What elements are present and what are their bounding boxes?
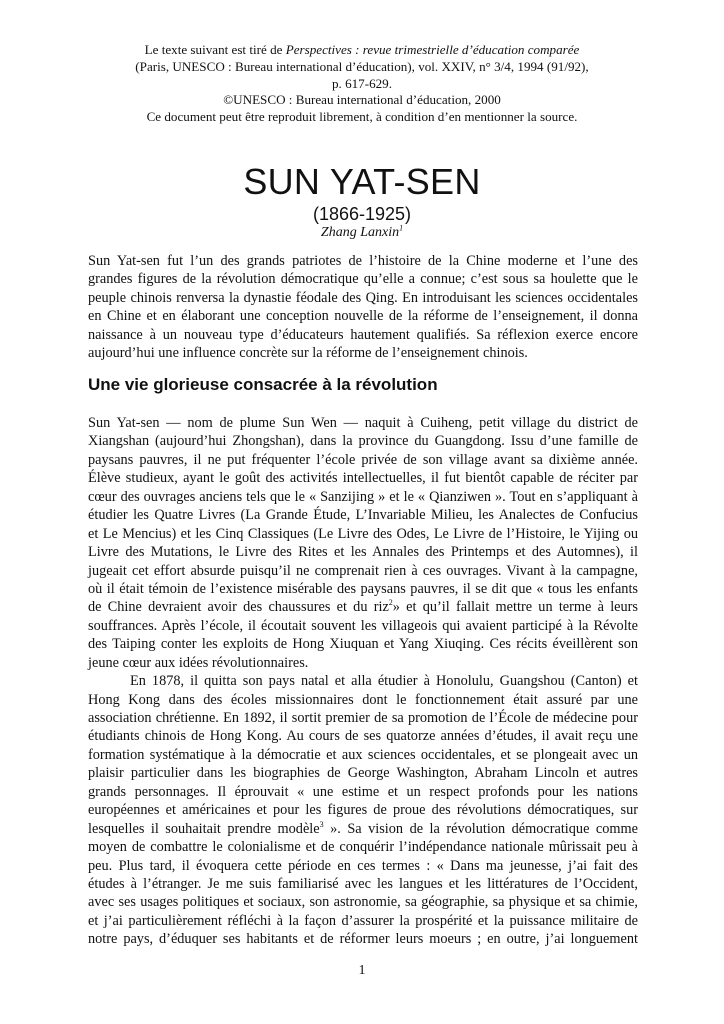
paragraph-line: en Chine et en élaborant une conception nouvelle de la réforme de l’enseignement, il donna <box>88 308 638 325</box>
paragraph-line: Sun Yat-sen — nom de plume Sun Wen — naquit à Cuiheng, petit village du district de <box>88 415 638 431</box>
paragraph-line: Xiangshan (aujourd’hui Zhongshan), dans la province du Guangdong. Issu d’une famille de <box>88 433 638 450</box>
intro-paragraph <box>88 252 638 363</box>
paragraph-line: études à l’étranger. Je me suis familiarisé avec les langues et les littératures de l’Occident, <box>88 875 638 892</box>
paragraph-line: avec ses usages politiques et sociaux, son astronomie, sa géographie, sa physique et sa chimie, <box>88 894 638 911</box>
paragraph-line: peuple chinois renversa la dynastie féodale des Qing. En introduisant les sciences occidentales <box>88 289 638 306</box>
header-line-4: ©UNESCO : Bureau international d’éducation, 2000 <box>223 92 501 108</box>
author-name: Zhang Lanxin <box>320 225 400 240</box>
footnote-ref-2[interactable]: 2 <box>388 598 393 608</box>
paragraph-line: notre pays, d’éduquer ses habitants et de réformer leurs moeurs ; en outre, j’ai longuement <box>88 931 638 948</box>
paragraph-line: étudiants chinois de Hong Kong. Au cours de ses quatorze années d’études, il avait reçu une <box>88 728 638 745</box>
paragraph-line: souffrances. Après l’école, il écoutait souvent les villageois qui avaient participé à la Révolte <box>88 617 638 634</box>
paragraph-line: paysans pauvres, il ne put fréquenter l’école privée de son village avant sa dixième année. <box>88 451 638 468</box>
paragraph-line: et j’ai particulièrement réfléchi à la façon d’assurer la prospérité et la puissance militaire de <box>88 912 638 929</box>
paragraph-line: des Taiping conter les exploits de Hong Xiuquan et Yang Xiuqing. Ces récits éveillèrent son <box>88 636 638 653</box>
header-line-5: Ce document peut être reproduit librement, à condition d’en mentionner la source. <box>146 109 578 125</box>
paragraph-line: association chrétienne. En 1892, il sortit premier de sa promotion de l’École de médecine pour <box>88 710 638 726</box>
life-dates: (1866-1925) <box>312 204 412 224</box>
paragraph-line: formation systématique à la démocratie et aux sciences occidentales, et se plongeait avec un <box>88 746 638 763</box>
header-line-2: (Paris, UNESCO : Bureau international d’éducation), vol. XXIV, n° 3/4, 1994 (91/92), <box>135 58 589 74</box>
paragraph-line: plaisir particulier dans les biographies de George Washington, Abraham Lincoln et autres <box>88 765 638 782</box>
section-heading: Une vie glorieuse consacrée à la révolution <box>88 375 438 394</box>
paragraph-line: Sun Yat-sen fut l’un des grands patriotes de l’histoire de la Chine moderne et l’une des <box>88 253 638 269</box>
header-line-1 <box>90 42 634 59</box>
line-text-b: » et qu’il fallait mettre un terme à leurs <box>392 599 638 616</box>
paragraph-line: grandes figures de la révolution démocratique qu’elle a connue; c’est sous sa houlette que le <box>88 271 638 288</box>
footnote-ref-3[interactable]: 3 <box>319 819 324 829</box>
paragraph-line: moyen de combattre le colonialisme et de conquérir l’indépendance nationale mûrissait peu à <box>88 839 638 856</box>
header-prefix: Le texte suivant est tiré de <box>144 42 286 57</box>
paragraph-line: Élève studieux, ayant le goût des activités intellectuelles, il fut bientôt capable de réciter par <box>88 470 638 487</box>
paragraph-line: grands personnages. Il éprouvait « une estime et un respect profonds pour les nations <box>88 783 638 800</box>
line-text-b: ». Sa vision de la révolution démocratique comme <box>323 820 638 837</box>
paragraph-line: Hong Kong dans des écoles missionnaires dont le fonctionnement était assuré par une <box>88 691 638 708</box>
paragraph-line: cœur des ouvrages anciens tels que le « Sanzijing » et le « Qianziwen ». Tout en s’appliquant à <box>88 488 638 505</box>
paragraph-line: et Le Mencius) et les Cinq Classiques (Le Livre des Odes, Le Livre de l’Histoire, le Yijing ou <box>88 525 638 542</box>
paragraph-line: européennes et américaines et pour les figures de proue des révolutions démocratiques, sur <box>88 802 638 819</box>
source-header <box>90 42 634 126</box>
paragraph-line: étudier les Quatre Livres (La Grande Étude, L’Invariable Milieu, les Analectes de Confucius <box>88 507 638 524</box>
footnote-ref-1[interactable]: 1 <box>399 223 404 233</box>
journal-title: Perspectives : revue trimestrielle d’éducation comparée <box>285 42 580 57</box>
header-line-3: p. 617-629. <box>331 75 392 91</box>
paragraph-line: jugeait cet effort absurde puisqu’il ne comprenait rien à ces ouvrages. Vivant à la campagne, <box>88 562 638 579</box>
paragraph-line: aujourd’hui une influence concrète sur la réforme de l’enseignement chinois. <box>88 345 528 362</box>
page-number: 1 <box>358 963 366 978</box>
line-text-a: lesquelles il souhaitait prendre modèle <box>88 820 320 837</box>
page-title: SUN YAT-SEN <box>243 161 481 202</box>
paragraph-line-with-note <box>88 820 638 838</box>
section-body <box>88 414 638 949</box>
paragraph-line: peu. Plus tard, il évoquera cette période en ces termes : « Dans ma jeunesse, j’ai fait des <box>88 857 638 874</box>
line-text-a: de Chine devraient avoir des chaussures et du riz <box>88 599 389 616</box>
author-line <box>0 224 724 242</box>
paragraph-line: En 1878, il quitta son pays natal et alla étudier à Honolulu, Guangshou (Canton) et <box>130 673 638 690</box>
paragraph-line: Livre des Mutations, le Livre des Rites et les Annales des Printemps et des Automnes), il <box>88 544 638 561</box>
paragraph-line: jeune cœur aux idées révolutionnaires. <box>88 654 309 671</box>
paragraph-line: où il était témoin de l’existence misérable des paysans pauvres, il se dit que « tous les enfants <box>88 580 638 597</box>
paragraph-line-with-note <box>88 598 638 616</box>
paragraph-line: naissance à un nouveau type d’éducateurs hautement qualifiés. Sa réflexion exerce encore <box>88 326 638 343</box>
